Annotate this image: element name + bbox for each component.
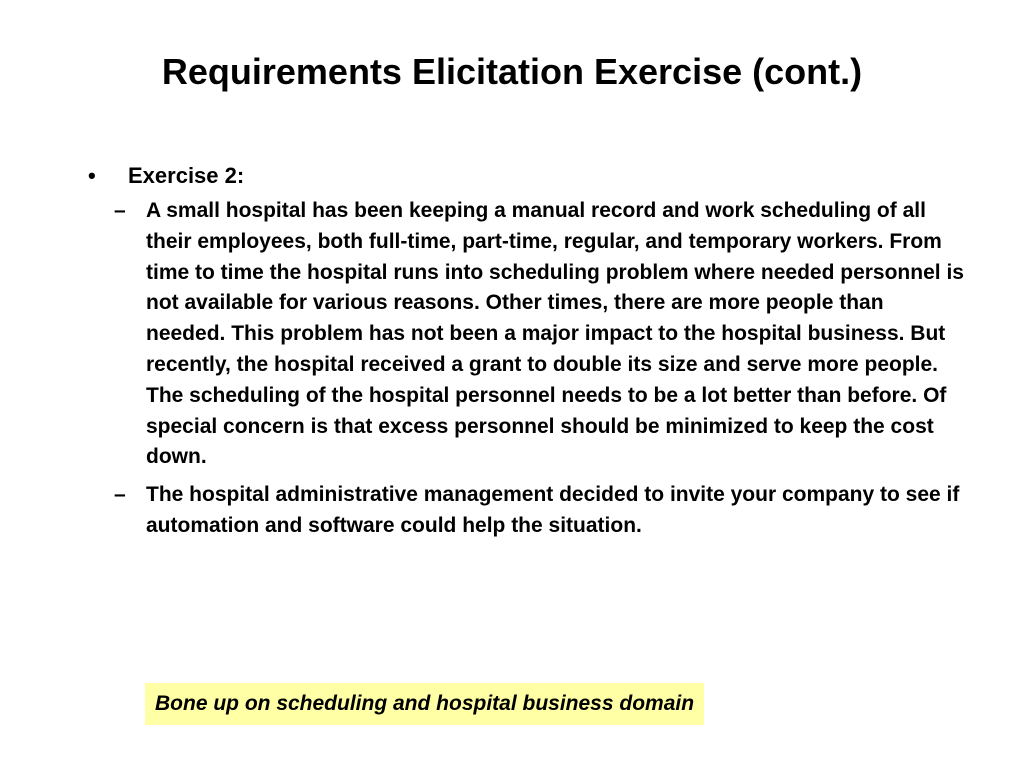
bullet-list bbox=[88, 158, 968, 549]
sub-bullet-text: The hospital administrative management decided to invite your company to see if automation and software could help the situation. bbox=[146, 483, 960, 537]
sub-bullet-text: A small hospital has been keeping a manual record and work scheduling of all their employees, both full-time, part-time, regular, and temporary workers. From time to time the hospital runs into scheduling problem where needed personnel is not available for various reasons. Other times, there are more people than needed. This problem has not been a major impact to the hospital business. But recently, the hospital received a grant to double its size and serve more people. The scheduling of the hospital personnel needs to be a lot better than before. Of special concern is that excess personnel should be minimized to keep the cost down. bbox=[146, 199, 964, 469]
highlight-callout: Bone up on scheduling and hospital business domain bbox=[145, 683, 704, 725]
sub-bullet-item bbox=[114, 480, 968, 542]
bullet-marker: • bbox=[88, 163, 96, 188]
sub-bullet-list bbox=[114, 196, 968, 542]
bullet-item-exercise-2 bbox=[88, 158, 968, 542]
sub-bullet-item bbox=[114, 196, 968, 473]
dash-marker: – bbox=[114, 483, 126, 507]
slide-title: Requirements Elicitation Exercise (cont.) bbox=[161, 51, 863, 92]
dash-marker: – bbox=[114, 199, 126, 222]
bullet-heading: Exercise 2: bbox=[128, 163, 245, 188]
